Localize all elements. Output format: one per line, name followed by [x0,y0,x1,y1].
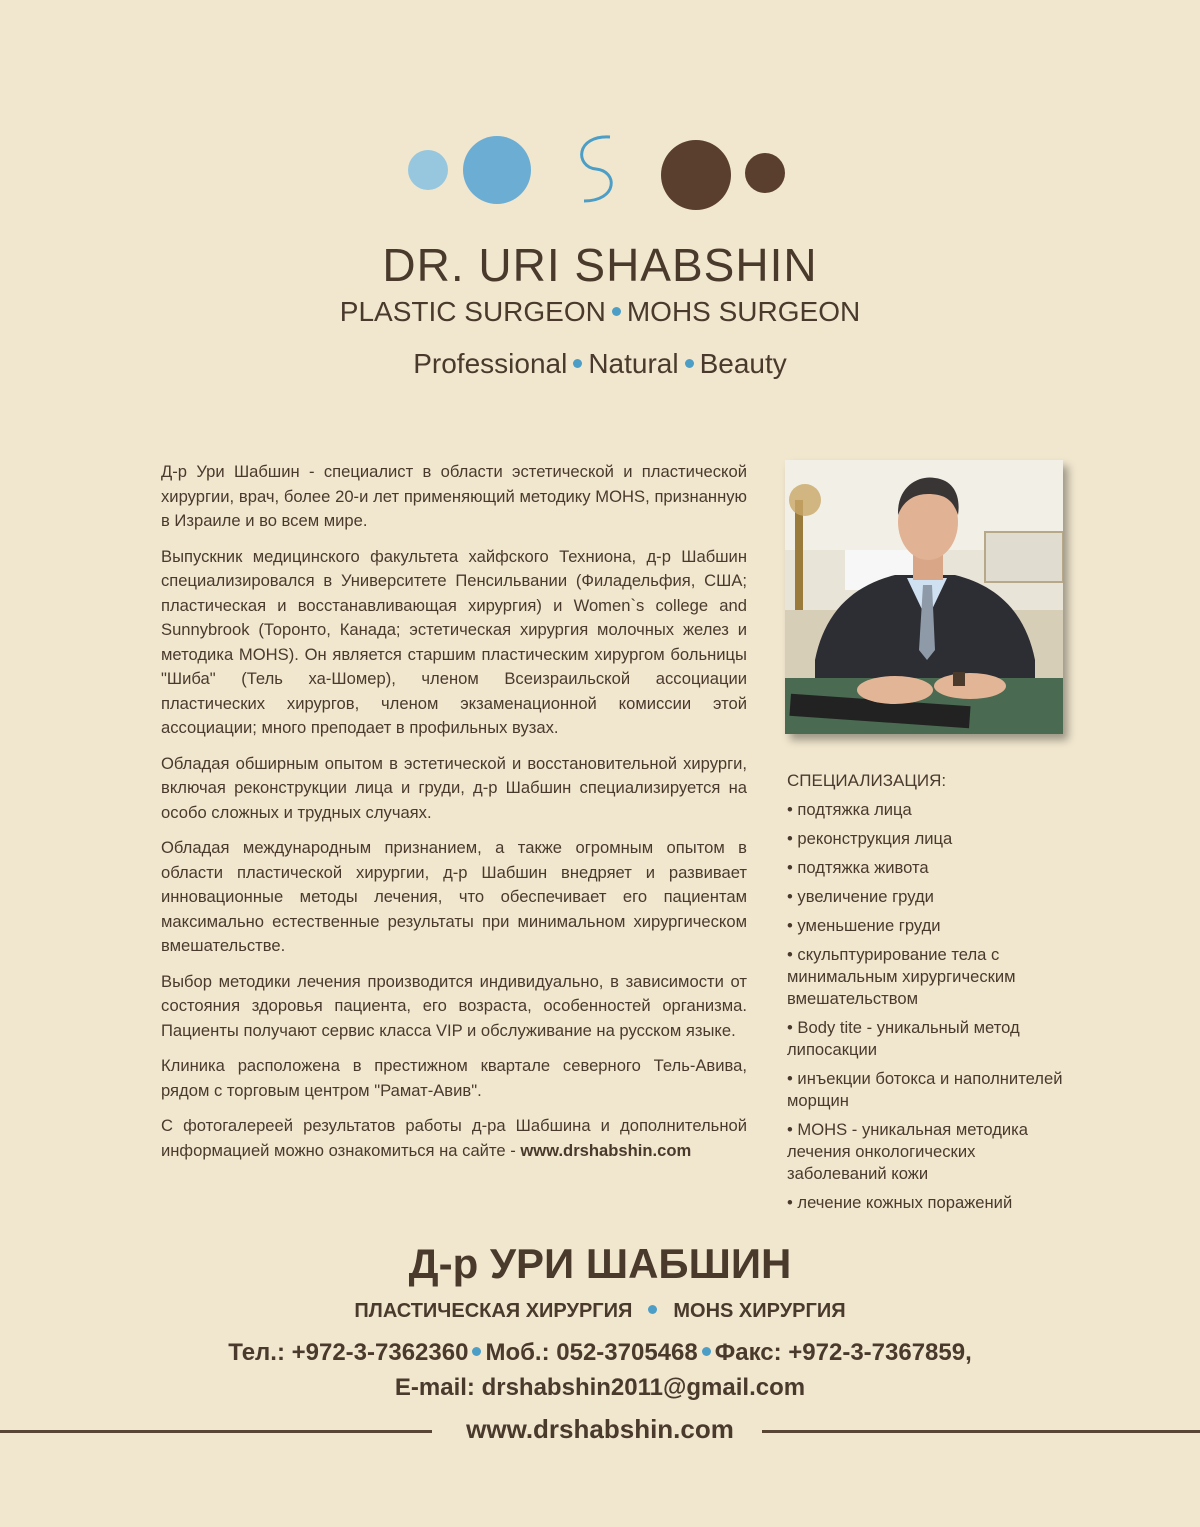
bio-paragraph: Обладая международным признанием, а также огромным опытом в области пластической хирургии, д-р Шабшин внедряет и развивает инновационные методы лечения, что обеспечивает его пациентам максимально естественные результаты при минимальном хирургическом вмешательстве. [161,838,747,955]
logo-crescent-right [605,120,655,220]
logo-dot-2 [463,136,531,204]
tagline [0,348,1200,380]
tagline-word: Beauty [699,348,787,379]
bio-paragraph: Выпускник медицинского факультета хайфского Техниона, д-р Шабшин специализировался в Университете Пенсильвании (Филадельфия, США; пластическая и восстанавливающая хирургия) и Women`s college and Sunnybrook (Торонто, Канада; эстетическая хирургия молочных желез и методика MOHS). Он является старшим пластическим хирургом больницы "Шиба" (Тель ха-Шомер), членом Всеизраильской ассоциации пластических хирургов, членом экзаменационной комиссии этой ассоциации; много преподает в профильных вузах. [161,546,747,737]
list-item: • Body tite - уникальный метод липосакции [787,1018,1020,1059]
bio-last-text: С фотогалереей результатов работы д-ра Шабшина и дополнительной информацией можно ознакомиться на сайте - [161,1116,747,1160]
logo-crescent-left [541,115,596,225]
list-item: • скульптурирование тела с минимальным хирургическим вмешательством [787,945,1016,1008]
bio-paragraph: Обладая обширным опытом в эстетической и восстановительной хирурги, включая реконструкции лица и груди, д-р Шабшин специализируется на особо сложных и трудных случаях. [161,753,747,822]
separator-dot [612,307,621,316]
tagline-word: Natural [588,348,679,379]
subtitle-plastic: PLASTIC SURGEON [339,296,606,327]
specialization-title: СПЕЦИАЛИЗАЦИЯ: [787,771,947,790]
logo-dot-3 [661,140,731,210]
list-item: • инъекции ботокса и наполнителей морщин [787,1069,1063,1110]
list-item: • уменьшение груди [787,916,941,935]
footer-name: Д-р УРИ ШАБШИН [408,1240,792,1287]
fax-number: Факс: +972-3-7367859, [714,1339,972,1366]
list-item: • реконструкция лица [787,829,953,848]
separator-dot [648,1305,657,1314]
list-item: • увеличение груди [787,887,934,906]
bio-paragraph: Д-р Ури Шабшин - специалист в области эстетической и пластической хирургии, врач, более 20-и лет применяющий методику MOHS, признанную в Израиле и во всем мире. [161,462,747,530]
subtitle-mohs: MOHS SURGEON [626,296,861,327]
phone-number[interactable]: Тел.: +972-3-7362360 [228,1339,469,1366]
specialization-list [787,799,1067,1214]
footer-sub-plastic: ПЛАСТИЧЕСКАЯ ХИРУРГИЯ [354,1300,633,1322]
separator-dot [573,359,582,368]
bio-paragraph-last [161,1114,747,1163]
list-item: • подтяжка живота [787,858,929,877]
doctor-name: DR. URI SHABSHIN [382,239,818,291]
mobile-number[interactable]: Моб.: 052-3705468 [485,1339,698,1366]
tagline-word: Professional [413,348,568,379]
list-item: • подтяжка лица [787,800,912,819]
footer-subtitle [0,1300,1200,1323]
doctor-photo [785,460,1063,734]
bio-paragraph: Клиника расположена в престижном квартале северного Тель-Авива, рядом с торговым центром "Рамат-Авив". [161,1056,747,1100]
specialization-panel [787,770,1067,1221]
bio-text [161,460,747,1174]
separator-dot [472,1347,481,1356]
logo-dot-1 [408,150,448,190]
logo [0,105,1200,225]
separator-dot [702,1347,711,1356]
separator-dot [685,359,694,368]
bio-paragraph: Выбор методики лечения производится индивидуально, в зависимости от состояния здоровья пациента, его возраста, особенностей организма. Пациенты получают сервис класса VIP и обслуживание на русском языке. [161,971,747,1040]
contact-line [0,1339,1200,1367]
footer-website-link[interactable]: www.drshabshin.com [466,1414,734,1444]
list-item: • лечение кожных поражений [787,1193,1013,1212]
email-address[interactable]: E-mail: drshabshin2011@gmail.com [394,1374,806,1401]
list-item: • MOHS - уникальная методика лечения онкологических заболеваний кожи [787,1120,1029,1183]
logo-dot-4 [745,153,785,193]
logo-s-curve [582,137,612,201]
footer-sub-mohs: MOHS ХИРУРГИЯ [673,1300,846,1322]
doctor-subtitle [0,296,1200,328]
website-link[interactable]: www.drshabshin.com [520,1140,692,1160]
